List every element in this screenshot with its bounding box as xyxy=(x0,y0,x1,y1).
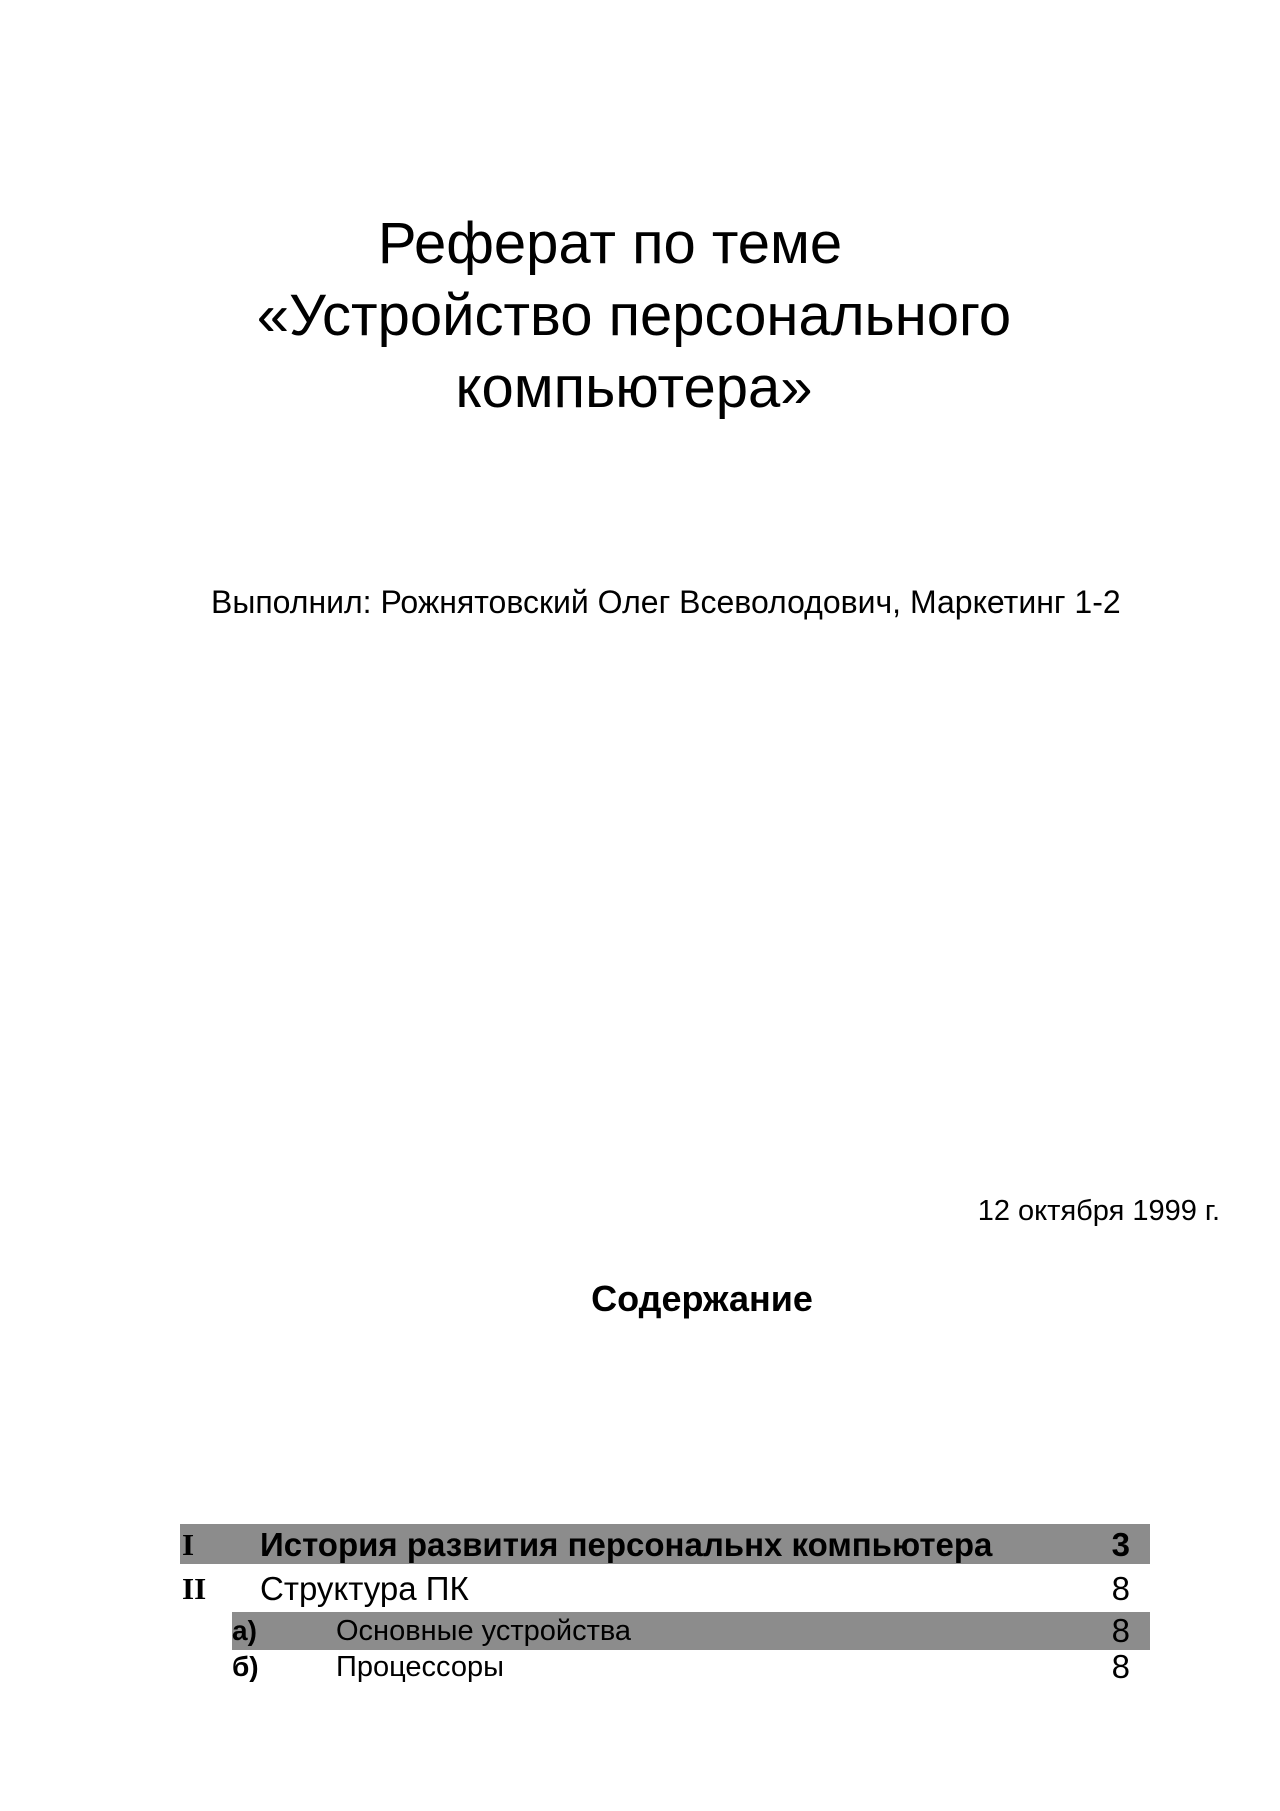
subsection-page: 8 xyxy=(1111,1648,1130,1685)
author-line: Выполнил: Рожнятовский Олег Всеволодович, Маркетинг 1-2 xyxy=(211,584,1121,620)
table-of-contents xyxy=(180,1524,1150,1684)
document-title xyxy=(0,208,1280,424)
toc-section-2 xyxy=(180,1568,1150,1612)
title-line-2: «Устройство персонального xyxy=(256,283,1012,348)
subsection-letter: а) xyxy=(232,1615,257,1646)
section-page: 3 xyxy=(1111,1526,1130,1563)
section-page: 8 xyxy=(1111,1570,1130,1607)
section-number: I xyxy=(182,1527,195,1562)
section-title: История развития персональнх компьютера xyxy=(260,1526,993,1563)
section-title: Структура ПК xyxy=(260,1570,469,1607)
subsection-letter: б) xyxy=(232,1651,259,1682)
toc-subsection-a xyxy=(180,1612,1150,1648)
subsection-page: 8 xyxy=(1111,1612,1130,1649)
toc-heading: Содержание xyxy=(591,1278,813,1319)
subsection-title: Основные устройства xyxy=(336,1615,632,1647)
subsection-title: Процессоры xyxy=(336,1651,504,1683)
title-line-3: компьютера» xyxy=(455,355,813,420)
toc-subsection-b xyxy=(180,1648,1150,1684)
title-line-1: Реферат по теме xyxy=(377,211,843,276)
document-date: 12 октября 1999 г. xyxy=(977,1195,1220,1227)
toc-section-1 xyxy=(180,1524,1150,1568)
section-number: II xyxy=(182,1571,207,1606)
